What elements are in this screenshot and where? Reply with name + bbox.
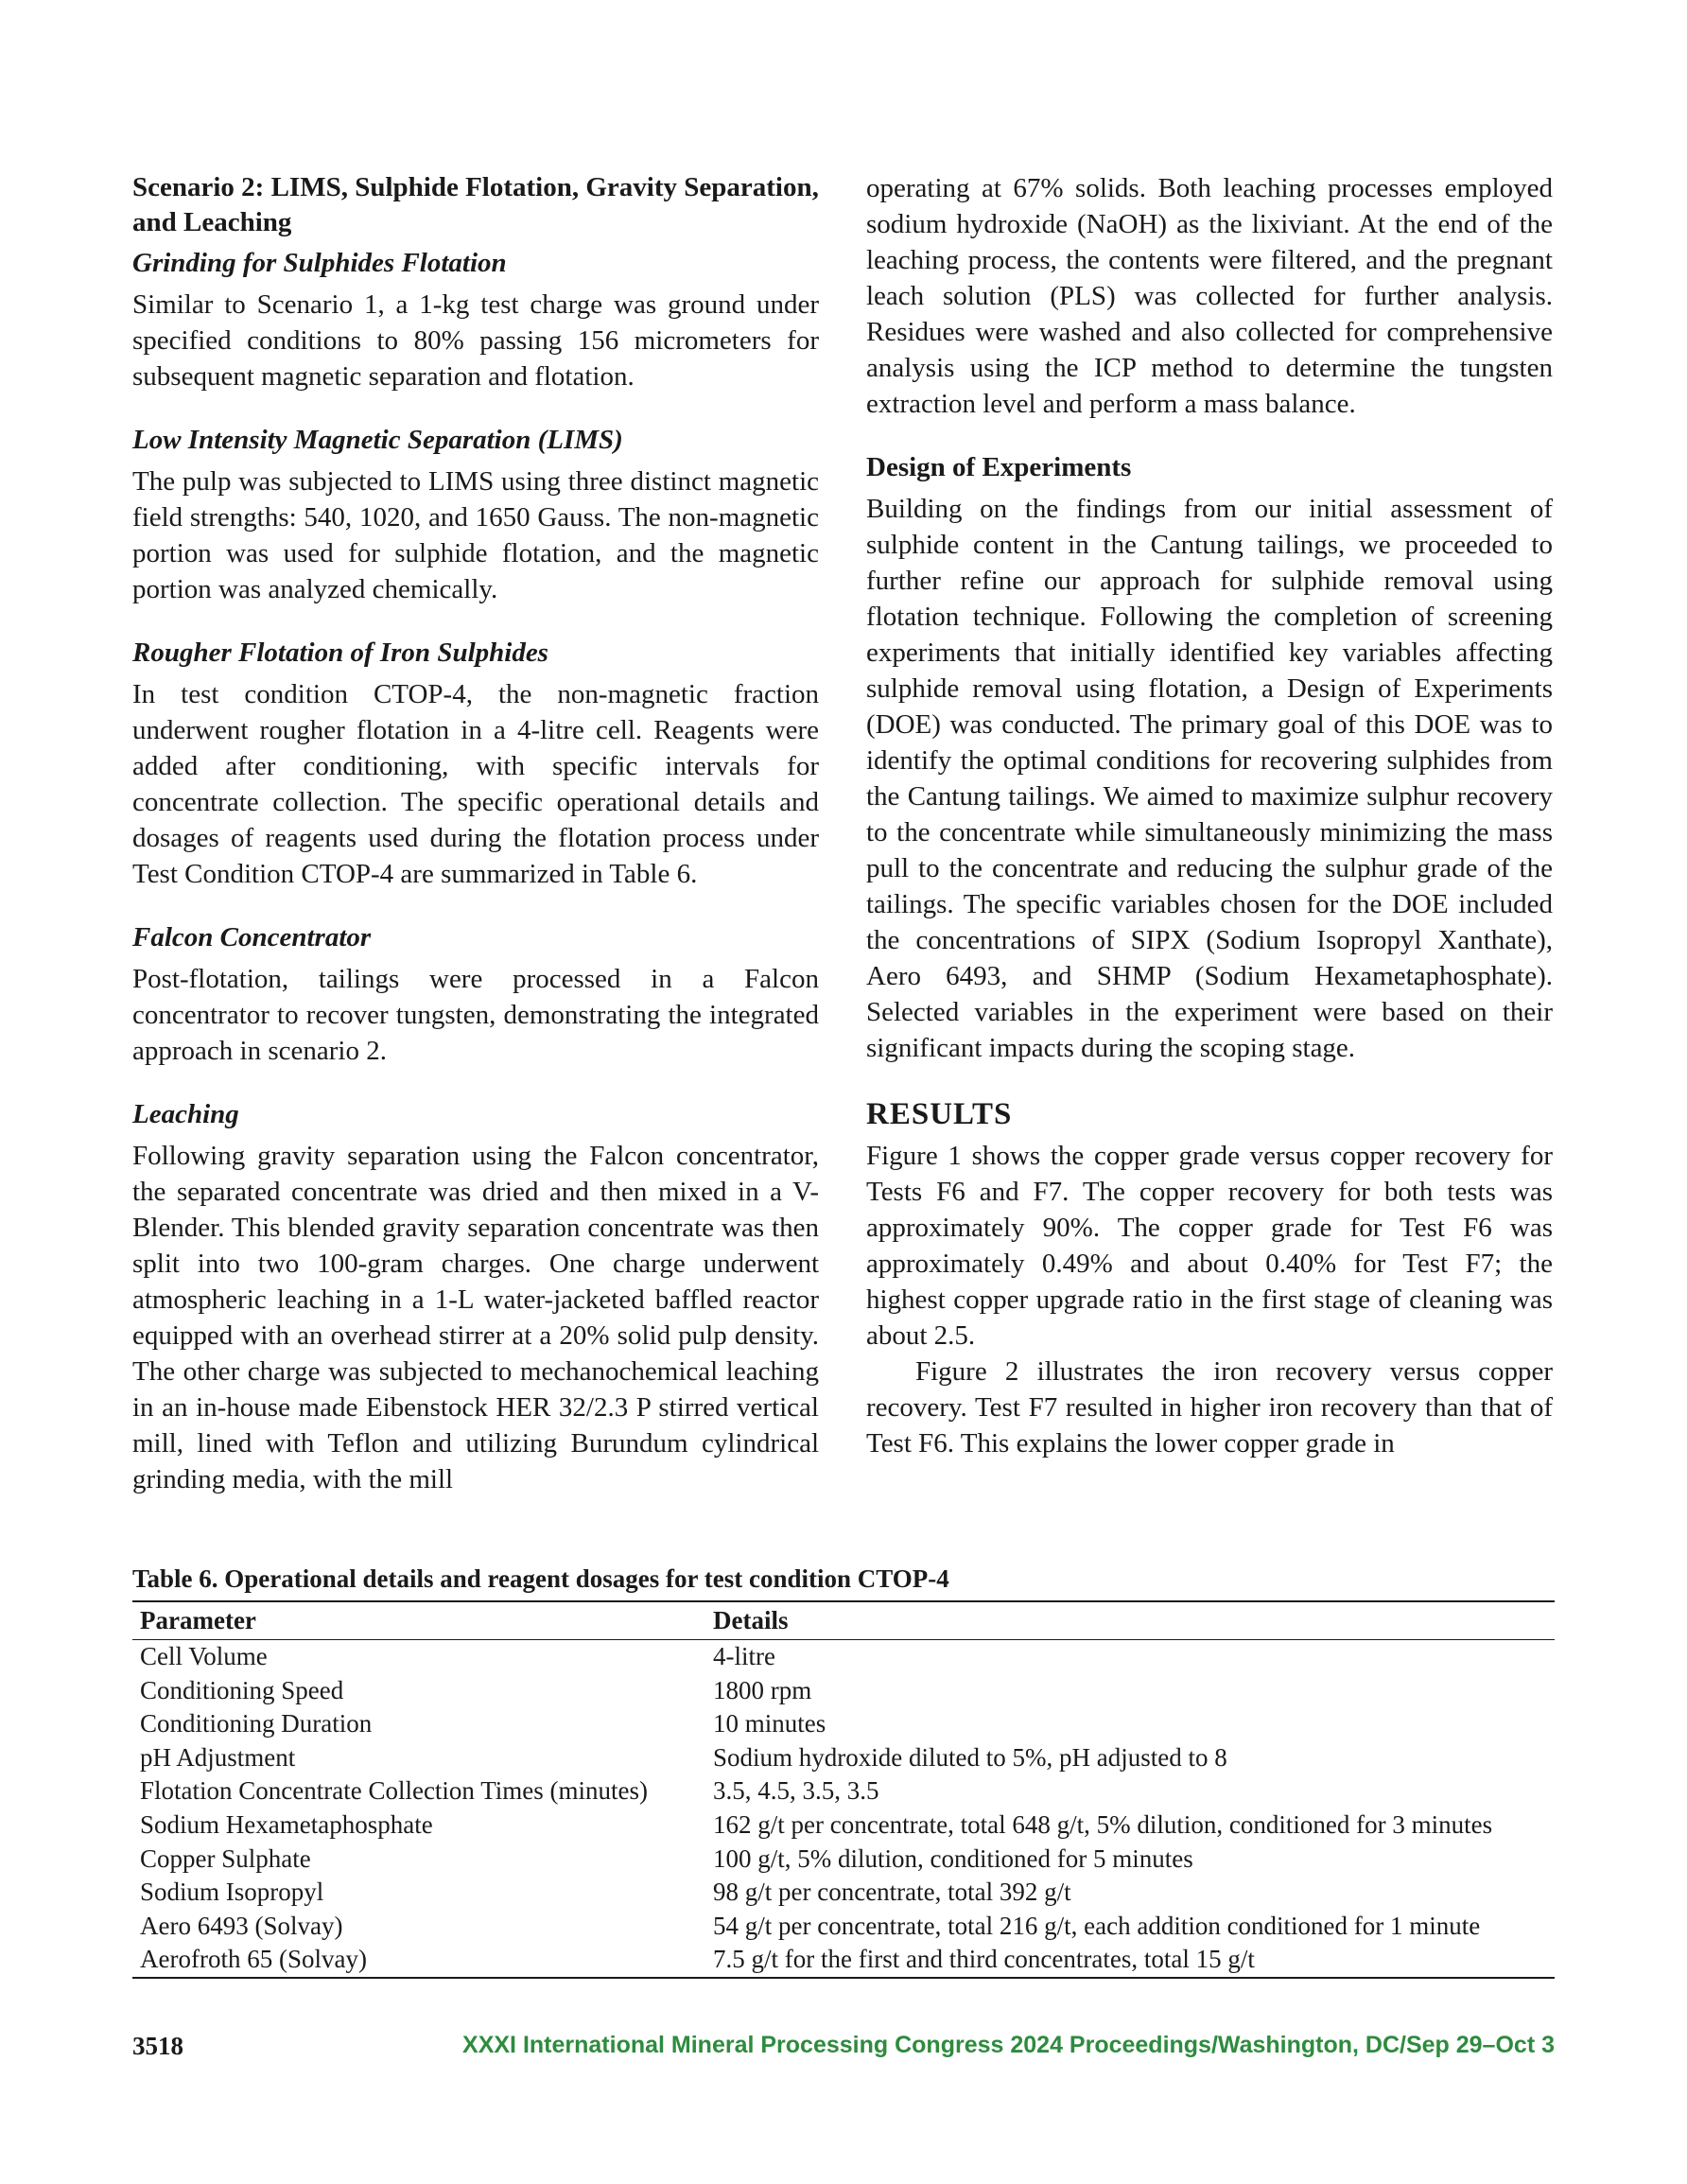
table-row [132,1774,1555,1808]
details-cell: 4-litre [713,1642,775,1670]
falcon-heading: Falcon Concentrator [132,922,372,952]
details-cell: 98 g/t per concentrate, total 392 g/t [713,1878,1071,1907]
parameter-cell: Aero 6493 (Solvay) [140,1911,343,1940]
header-details: Details [705,1601,1555,1640]
lims-heading: Low Intensity Magnetic Separation (LIMS) [132,425,623,455]
doe-paragraph: Building on the findings from our initial assessment of sulphide content in the Cantung tailings, we proceeded to further refine our approach for sulphide removal using flotation technique. Following the completion of screening experiments that initially identified key variables affecting sulphide removal using flotation, a Design of Experiments (DOE) was conducted. The primary goal of this DOE was to identify the optimal conditions for recovering sulphides from the Cantung tailings. We aimed to maximize sulphur recovery to the concentrate while simultaneously minimizing the mass pull to the concentrate and reducing the sulphur grade of the tailings. The specific variables chosen for the DOE included the concentrations of SIPX (Sodium Isopropyl Xanthate), Aero 6493, and SHMP (Sodium Hexametaphosphate). Selected variables in the experiment were based on their significant impacts during the scoping stage. [866,494,1553,1063]
parameter-cell: Flotation Concentrate Collection Times (minutes) [140,1776,648,1806]
table-row [132,1707,1555,1741]
details-cell: 100 g/t, 5% dilution, conditioned for 5 minutes [713,1843,1193,1873]
table-caption: Table 6. Operational details and reagent dosages for test condition CTOP-4 [132,1564,949,1593]
right-column [866,170,1553,1461]
table-6 [132,1563,1555,1979]
parameter-cell: Sodium Isopropyl [140,1878,324,1907]
table-row [132,1640,1555,1674]
details-cell: 10 minutes [713,1709,826,1738]
falcon-paragraph: Post-flotation, tailings were processed in a Falcon concentrator to recover tungsten, demonstrating the integrated approach in scenario 2. [132,964,819,1066]
table-row [132,1876,1555,1910]
details-cell: 7.5 g/t for the first and third concentrates, total 15 g/t [705,1943,1555,1978]
table-row [132,1910,1555,1944]
conference-title: XXXI International Mineral Processing Congress 2024 Proceedings/Washington, DC/Sep 29–Oct 3 [462,2032,1555,2058]
table-row [132,1741,1555,1775]
header-parameter: Parameter [132,1601,705,1640]
parameter-cell: Conditioning Duration [140,1709,373,1738]
grinding-paragraph: Similar to Scenario 1, a 1-kg test charge was ground under specified conditions to 80% passing 156 micrometers for subsequent magnetic separation and flotation. [132,289,819,392]
rougher-heading: Rougher Flotation of Iron Sulphides [132,638,548,668]
results-paragraph-2: Figure 2 illustrates the iron recovery versus copper recovery. Test F7 resulted in higher iron recovery than that of Test F6. This explains the lower copper grade in [866,1356,1553,1459]
scenario-heading: Scenario 2: LIMS, Sulphide Flotation, Gravity Separation, and Leaching [132,172,819,237]
left-column [132,170,819,1497]
parameter-cell: Cell Volume [140,1642,268,1670]
results-paragraph-1: Figure 1 shows the copper grade versus copper recovery for Tests F6 and F7. The copper recovery for both tests was approximately 90%. The copper grade for Test F6 was approximately 0.49% and about 0.40% for Test F7; the highest copper upgrade ratio in the first stage of cleaning was about 2.5. [866,1141,1553,1351]
parameter-cell: pH Adjustment [140,1742,296,1772]
rougher-paragraph: In test condition CTOP-4, the non-magnetic fraction underwent rougher flotation in a 4-litre cell. Reagents were added after conditioning, with specific intervals for concentrate collection. The specific operational details and dosages of reagents used during the flotation process under Test Condition CTOP-4 are summarized in Table 6. [132,679,819,889]
details-cell: 162 g/t per concentrate, total 648 g/t, 5% dilution, conditioned for 3 minutes [713,1809,1493,1839]
table-header-row [132,1601,1555,1640]
doe-heading: Design of Experiments [866,452,1132,482]
details-cell: Sodium hydroxide diluted to 5%, pH adjusted to 8 [713,1742,1227,1772]
leaching-paragraph: Following gravity separation using the Falcon concentrator, the separated concentrate was dried and then mixed in a V-Blender. This blended gravity separation concentrate was then split into two 100-gram charges. One charge underwent atmospheric leaching in a 1-L water-jacketed baffled reactor equipped with an overhead stirrer at a 20% solid pulp density. The other charge was subjected to mechanochemical leaching in an in-house made Eibenstock HER 32/2.3 P stirred vertical mill, lined with Teflon and utilizing Burundum cylindrical grinding media, with the mill [132,1141,819,1494]
grinding-heading: Grinding for Sulphides Flotation [132,248,507,278]
lims-paragraph: The pulp was subjected to LIMS using three distinct magnetic field strengths: 540, 1020, and 1650 Gauss. The non-magnetic portion was used for sulphide flotation, and the magnetic portion was analyzed chemically. [132,466,819,604]
table-row [132,1843,1555,1877]
details-cell: 1800 rpm [713,1675,812,1704]
results-heading: RESULTS [866,1097,1013,1131]
page-footer [132,2032,1555,2061]
leaching-continued-paragraph: operating at 67% solids. Both leaching processes employed sodium hydroxide (NaOH) as the lixiviant. At the end of the leaching process, the contents were filtered, and the pregnant leach solution (PLS) was collected for further analysis. Residues were washed and also collected for comprehensive analysis using the ICP method to determine the tungsten extraction level and perform a mass balance. [866,173,1553,419]
parameter-cell: Aerofroth 65 (Solvay) [132,1943,705,1978]
parameter-cell: Conditioning Speed [140,1675,344,1704]
table-row [132,1943,1555,1978]
details-cell: 54 g/t per concentrate, total 216 g/t, each addition conditioned for 1 minute [713,1911,1481,1940]
parameter-cell: Sodium Hexametaphosphate [140,1809,433,1839]
details-cell: 3.5, 4.5, 3.5, 3.5 [713,1776,879,1806]
parameters-table [132,1600,1555,1979]
page-number: 3518 [132,2032,183,2060]
table-row [132,1674,1555,1708]
parameter-cell: Copper Sulphate [140,1843,311,1873]
leaching-heading: Leaching [132,1099,239,1129]
table-row [132,1808,1555,1843]
